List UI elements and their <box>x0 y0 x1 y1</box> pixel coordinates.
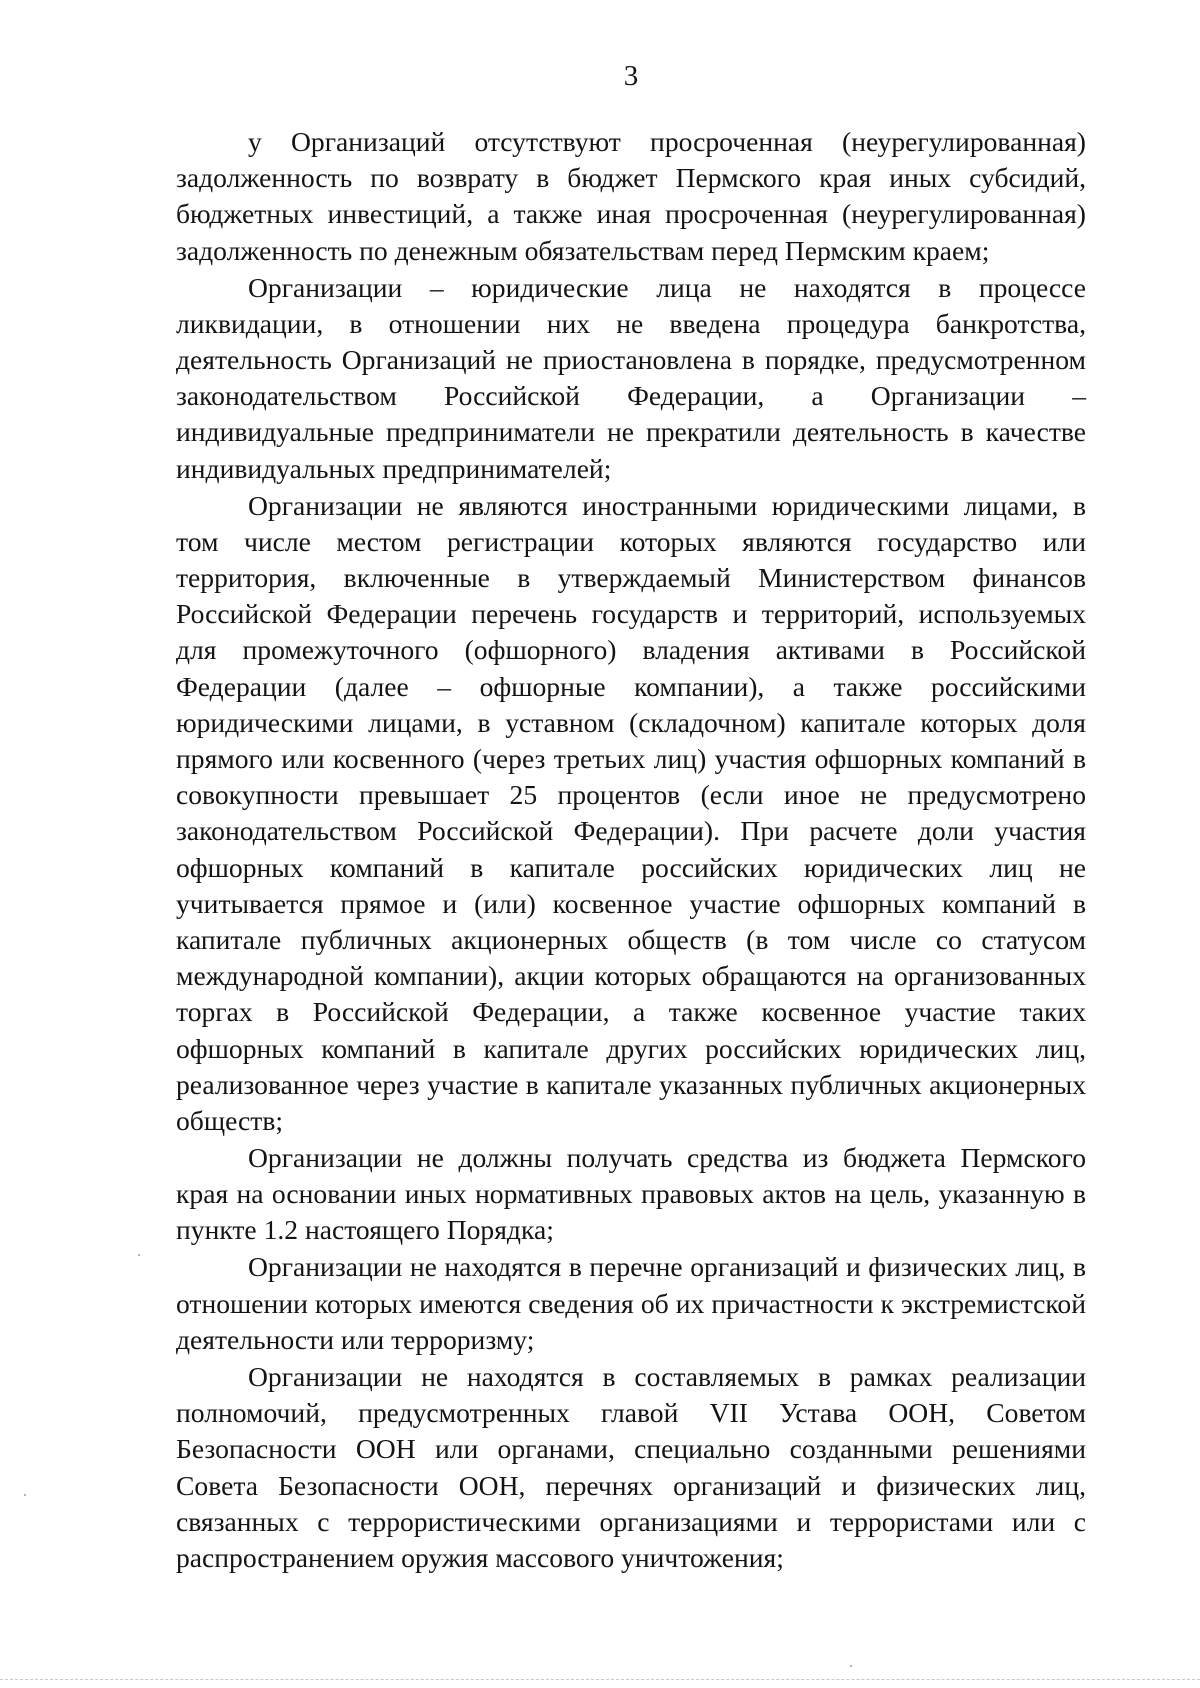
scan-speck <box>24 1494 26 1496</box>
paragraph-not-offshore: Организации не являются иностранными юридическими лицами, в том числе местом регистрации которых являются государство или территория, включенные в утверждаемый Министерством финансов Российской Федерации перечень государств и территорий, используемых для промежуточного (офшорного) владения активами в Российской Федерации (далее – офшорные компании), а также российскими юридическими лицами, в уставном (складочном) капитале которых доля прямого или косвенного (через третьих лиц) участия офшорных компаний в совокупности превышает 25 процентов (если иное не предусмотрено законодательством Российской Федерации). При расчете доли участия офшорных компаний в капитале российских юридических лиц не учитывается прямое и (или) косвенное участие офшорных компаний в капитале публичных акционерных обществ (в том числе со статусом международной компании), акции которых обращаются на организованных торгах в Российской Федерации, а также косвенное участие таких офшорных компаний в капитале других российских юридических лиц, реализованное через участие в капитале указанных публичных акционерных обществ; <box>176 489 1086 1137</box>
paragraph-no-other-budget-funds: Организации не должны получать средства из бюджета Пермского края на основании иных нормативных правовых актов на цель, указанную в пункте 1.2 настоящего Порядка; <box>176 1142 1086 1246</box>
scan-edge-line <box>0 1679 1200 1680</box>
paragraph-no-liquidation: Организации – юридические лица не находятся в процессе ликвидации, в отношении них не введена процедура банкротства, деятельность Организаций не приостановлена в порядке, предусмотренном законодательством Российской Федерации, а Организации – индивидуальные предприниматели не прекратили деятельность в качестве индивидуальных предпринимателей; <box>176 271 1086 484</box>
scan-speck <box>138 1254 140 1256</box>
document-body <box>176 124 1086 1576</box>
paragraph-not-extremist-list: Организации не находятся в перечне организаций и физических лиц, в отношении которых имеются сведения об их причастности к экстремистской деятельности или терроризму; <box>176 1251 1086 1355</box>
page-number: 3 <box>623 60 639 92</box>
scan-speck <box>850 1665 852 1667</box>
paragraph-no-overdue-debt: у Организаций отсутствуют просроченная (неурегулированная) задолженность по возврату в бюджет Пермского края иных субсидий, бюджетных инвестиций, а также иная просроченная (неурегулированная) задолженность по денежным обязательствам перед Пермским краем; <box>176 126 1086 266</box>
paragraph-not-un-sanctions-list: Организации не находятся в составляемых в рамках реализации полномочий, предусмотренных главой VII Устава ООН, Советом Безопасности ООН или органами, специально созданными решениями Совета Безопасности ООН, перечнях организаций и физических лиц, связанных с террористическими организациями и террористами или с распространением оружия массового уничтожения; <box>176 1360 1086 1573</box>
